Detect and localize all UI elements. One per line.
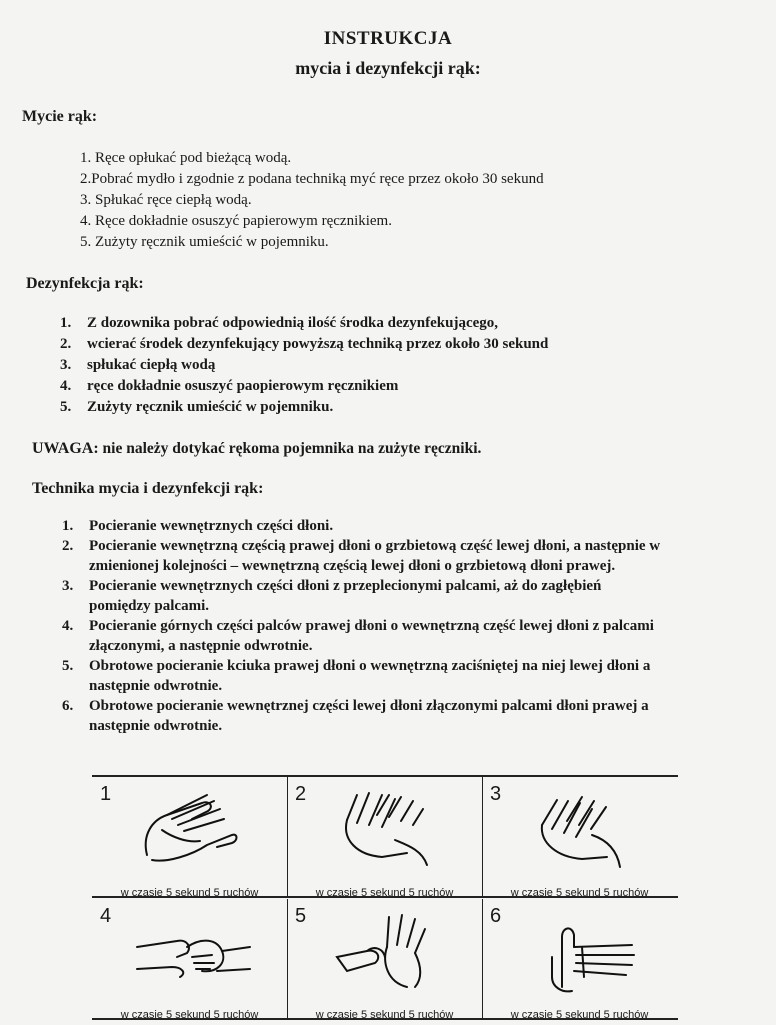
illustration-cell: [287, 777, 483, 897]
step-text: Pocieranie wewnętrznych części dłoni z przeplecionymi palcami, aż do zagłębień pomiędzy palcami.: [89, 578, 602, 614]
illustration-caption: w czasie 5 sekund 5 ruchów: [120, 887, 259, 899]
warning-text: nie należy dotykać rękoma pojemnika na zużyte ręczniki.: [98, 440, 482, 457]
list-item: 3. Spłukać ręce ciepłą wodą.: [80, 192, 252, 208]
illustration-caption: w czasie 5 sekund 5 ruchów: [315, 1009, 454, 1021]
step-text: Pocieranie wewnętrzną częścią prawej dłoni o grzbietową część lewej dłoni, a następnie w zmienionej kolejności – wewnętrzną częścią lewej dłoni o grzbietową dłoni prawej.: [89, 538, 661, 574]
illustration-number: 1: [100, 783, 112, 805]
list-item: [62, 696, 662, 736]
washing-heading: Mycie rąk:: [22, 108, 98, 125]
list-item: [62, 516, 662, 536]
illustration-number: 4: [100, 905, 112, 927]
step-text: Obrotowe pocieranie wewnętrznej części lewej dłoni złączonymi palcami dłoni prawej a następnie odwrotnie.: [89, 698, 649, 734]
disinfection-steps-list: [60, 313, 548, 418]
step-number: 1.: [62, 518, 74, 534]
list-item: [62, 576, 662, 616]
hands-thumb-rotation-icon: [327, 907, 447, 997]
step-number: 4.: [60, 378, 72, 394]
step-text: Pocieranie wewnętrznych części dłoni.: [89, 518, 334, 534]
list-item: [60, 355, 548, 376]
hands-fingers-locked-icon: [132, 907, 252, 997]
hands-palm-to-palm-icon: [132, 785, 252, 875]
step-number: 2.: [62, 538, 74, 554]
hands-fingertips-palm-icon: [522, 907, 642, 997]
illustration-number: 2: [295, 783, 307, 805]
step-number: 3.: [60, 357, 72, 373]
step-number: 5.: [62, 658, 74, 674]
step-text: wcierać środek dezynfekujący powyższą techniką przez około 30 sekund: [87, 336, 549, 352]
list-item: [60, 313, 548, 334]
illustration-number: 5: [295, 905, 307, 927]
step-text: ręce dokładnie osuszyć paopierowym ręcznikiem: [87, 378, 399, 394]
list-item: [62, 616, 662, 656]
list-item: 4. Ręce dokładnie osuszyć papierowym ręcznikiem.: [80, 213, 392, 229]
step-number: 4.: [62, 618, 74, 634]
washing-steps-list: [80, 148, 544, 253]
warning-label: UWAGA:: [32, 440, 99, 457]
technique-steps-list: [62, 516, 662, 736]
illustration-caption: w czasie 5 sekund 5 ruchów: [510, 1009, 649, 1021]
step-text: Zużyty ręcznik umieścić w pojemniku.: [87, 399, 334, 415]
step-number: 6.: [62, 698, 74, 714]
step-text: Z dozownika pobrać odpowiednią ilość środka dezynfekującego,: [87, 315, 499, 331]
illustration-cell: [92, 777, 288, 897]
illustration-cell: [482, 899, 677, 1019]
step-text: spłukać ciepłą wodą: [87, 357, 216, 373]
illustration-caption: w czasie 5 sekund 5 ruchów: [510, 887, 649, 899]
list-item: [60, 376, 548, 397]
list-item: [62, 656, 662, 696]
illustration-number: 3: [490, 783, 502, 805]
illustration-number: 6: [490, 905, 502, 927]
step-text: Obrotowe pocieranie kciuka prawej dłoni o wewnętrzną zaciśniętej na niej lewej dłoni a następnie odwrotnie.: [89, 658, 651, 694]
disinfection-heading: Dezynfekcja rąk:: [26, 275, 144, 292]
technique-illustration-grid: [92, 775, 678, 1025]
page-subtitle: mycia i dezynfekcji rąk:: [295, 58, 481, 78]
step-number: 2.: [60, 336, 72, 352]
list-item: 2.Pobrać mydło i zgodnie z podana techniką myć ręce przez około 30 sekund: [80, 171, 544, 187]
step-number: 5.: [60, 399, 72, 415]
illustration-caption: w czasie 5 sekund 5 ruchów: [315, 887, 454, 899]
illustration-cell: [92, 899, 288, 1019]
list-item: [62, 536, 662, 576]
step-text: Pocieranie górnych części palców prawej dłoni o wewnętrzną część lewej dłoni z palcami złączonymi, a następnie odwrotnie.: [89, 618, 654, 654]
list-item: [60, 334, 548, 355]
page-title: INSTRUKCJA: [323, 28, 453, 49]
illustration-cell: [287, 899, 483, 1019]
step-number: 1.: [60, 315, 72, 331]
technique-heading: Technika mycia i dezynfekcji rąk:: [32, 480, 264, 497]
warning-note: [32, 440, 481, 458]
hands-interlaced-fingers-icon: [522, 785, 642, 875]
illustration-cell: [482, 777, 677, 897]
illustration-caption: w czasie 5 sekund 5 ruchów: [120, 1009, 259, 1021]
step-number: 3.: [62, 578, 74, 594]
hands-palm-over-back-icon: [327, 785, 447, 875]
list-item: [60, 397, 548, 418]
list-item: 1. Ręce opłukać pod bieżącą wodą.: [80, 150, 292, 166]
list-item: 5. Zużyty ręcznik umieścić w pojemniku.: [80, 234, 329, 250]
